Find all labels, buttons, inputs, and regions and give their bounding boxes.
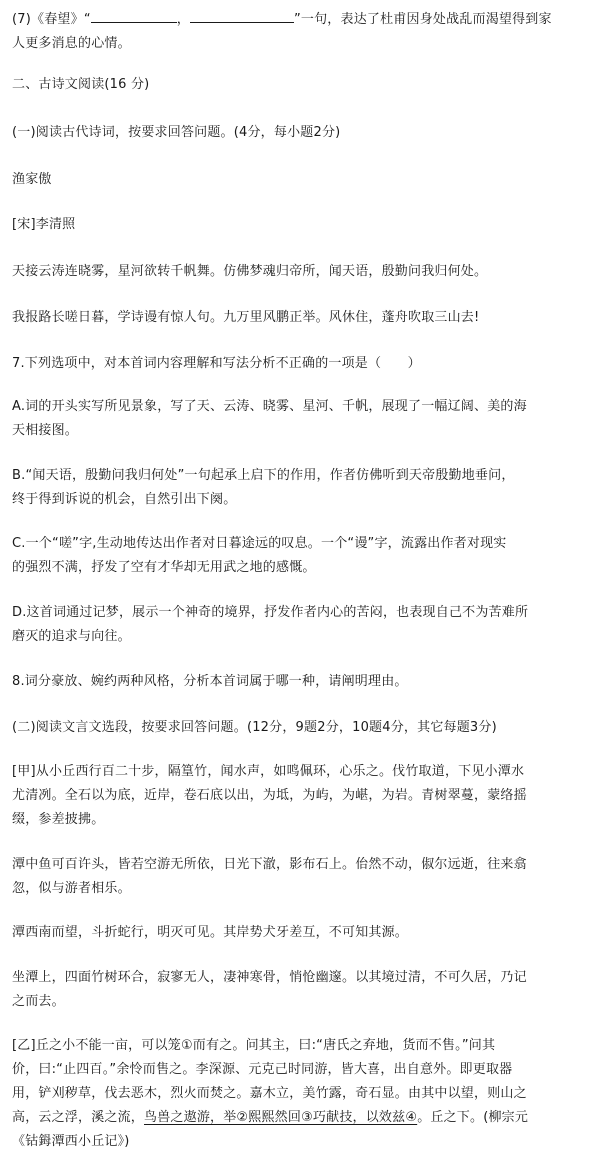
q6-prefix: (7)《春望》“ (12, 12, 91, 27)
option-c-line-1: C.一个“嗟”字,生动地传达出作者对日暮途远的叹息。一个“谩”字，流露出作者对现实 (12, 536, 507, 551)
jia-paragraph-4 (12, 966, 597, 1014)
option-d-line-2: 磨灭的追求与向往。 (12, 629, 131, 644)
poem-line-1: 天接云涛连晓雾，星河欲转千帆舞。仿佛梦魂归帝所，闻天语，殷勤问我归何处。 (12, 264, 488, 279)
option-c (12, 532, 597, 580)
option-b (12, 464, 597, 512)
poem-author: [宋]李清照 (12, 217, 76, 232)
jia-p1-line-1: [甲]从小丘西行百二十步，隔篁竹，闻水声，如鸣佩环，心乐之。伐竹取道，下见小潭水 (12, 764, 525, 779)
jia-paragraph-2 (12, 853, 597, 901)
answer-blank-2[interactable] (190, 8, 294, 23)
yi-line-4-end: 。丘之下。(柳宗元 (417, 1110, 529, 1125)
option-a (12, 395, 597, 443)
jia-p4-line-1: 坐潭上，四面竹树环合，寂寥无人，凄神寒骨，悄怆幽邃。以其境过清，不可久居，乃记 (12, 970, 527, 985)
yi-line-3: 用，铲刈秽草，伐去恶木，烈火而焚之。嘉木立，美竹露，奇石显。由其中以望，则山之 (12, 1086, 527, 1101)
yi-paragraph (12, 1034, 597, 1154)
poem-title: 渔家傲 (12, 172, 52, 187)
question-6-line-2: 人更多消息的心情。 (12, 36, 131, 51)
question-6-line-1 (12, 8, 597, 32)
jia-paragraph-1 (12, 760, 597, 832)
yi-line-4-start: 高，云之浮，溪之流， (12, 1110, 145, 1125)
option-d (12, 601, 597, 649)
option-b-line-1: B.“闻天语，殷勤问我归何处”一句起承上启下的作用，作者仿佛听到天帝殷勤地垂问， (12, 468, 515, 483)
option-b-line-2: 终于得到诉说的机会，自然引出下阕。 (12, 492, 237, 507)
option-c-line-2: 的强烈不满，抒发了空有才华却无用武之地的感慨。 (12, 560, 316, 575)
question-6 (12, 8, 597, 56)
jia-p1-line-3: 缀，参差披拂。 (12, 812, 105, 827)
section-2-title: 二、古诗文阅读(16 分) (12, 77, 150, 92)
question-8: 8.词分豪放、婉约两种风格，分析本首词属于哪一种，请阐明理由。 (12, 674, 408, 689)
yi-line-1: [乙]丘之小不能一亩，可以笼①而有之。问其主，曰:“唐氏之弃地，货而不售。”问其 (12, 1038, 496, 1053)
option-d-line-1: D.这首词通过记梦，展示一个神奇的境界，抒发作者内心的苦闷，也表现自己不为苦难所 (12, 605, 529, 620)
answer-blank-1[interactable] (91, 8, 177, 23)
yi-line-4 (12, 1106, 597, 1130)
yi-line-5: 《钴鉧潭西小丘记》) (12, 1134, 130, 1149)
option-a-line-2: 天相接图。 (12, 423, 79, 438)
question-7-stem: 7.下列选项中，对本首词内容理解和写法分析不正确的一项是（ ） (12, 356, 421, 371)
jia-p4-line-2: 之而去。 (12, 994, 65, 1009)
option-a-line-1: A.词的开头实写所见景象，写了天、云涛、晓雾、星河、千帆，展现了一幅辽阔、美的海 (12, 399, 527, 414)
yi-line-2: 价，曰:“止四百。”余怜而售之。李深源、元克己时同游，皆大喜，出自意外。即更取器 (12, 1062, 513, 1077)
q6-suffix: ”一句，表达了杜甫因身处战乱而渴望得到家 (293, 12, 552, 27)
jia-p2-line-2: 忽，似与游者相乐。 (12, 881, 131, 896)
jia-p1-line-2: 尤清冽。全石以为底，近岸，卷石底以出，为坻，为屿，为嵁，为岩。青树翠蔓，蒙络摇 (12, 788, 527, 803)
poem-instruction: (一)阅读古代诗词，按要求回答问题。(4分，每小题2分) (12, 125, 341, 140)
q6-comma: ， (176, 12, 190, 27)
underlined-sentence: 鸟兽之遨游，举②熙熙然回③巧献技，以效兹④ (144, 1110, 418, 1125)
jia-p2-line-1: 潭中鱼可百许头，皆若空游无所依，日光下澈，影布石上。佁然不动，俶尔远逝，往来翕 (12, 857, 527, 872)
poem-line-2: 我报路长嗟日暮，学诗谩有惊人句。九万里风鹏正举。风休住，蓬舟吹取三山去! (12, 310, 480, 325)
jia-paragraph-3: 潭西南而望，斗折蛇行，明灭可见。其岸势犬牙差互，不可知其源。 (12, 925, 409, 940)
prose-instruction: (二)阅读文言文选段，按要求回答问题。(12分，9题2分，10题4分，其它每题3分) (12, 720, 497, 735)
